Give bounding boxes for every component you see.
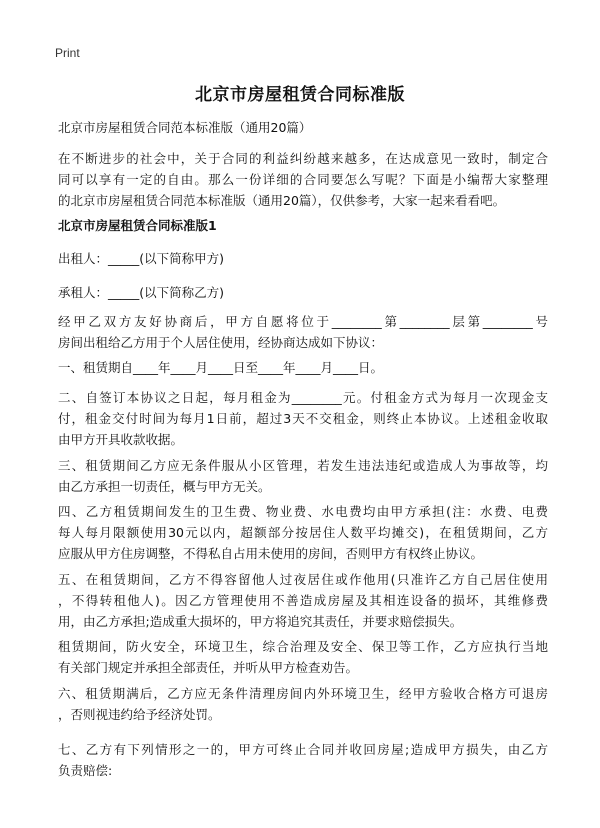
- paragraph-line: 四、乙方租赁期间发生的卫生费、物业费、水电费均由甲方承担(注：水费、电费: [58, 504, 548, 519]
- safety-paragraph: [58, 636, 548, 678]
- paragraph-line: ，否则视违约给予经济处罚。: [58, 707, 221, 722]
- subtitle-line: 北京市房屋租赁合同范本标准版（通用20篇）: [58, 120, 312, 135]
- clause-5: [58, 569, 548, 632]
- paragraph-line: 的北京市房屋租赁合同范本标准版（通用20篇），仅供参考，大家一起来看看吧。: [58, 193, 506, 208]
- paragraph-line: 同可以享有一定的自由。那么一份详细的合同要怎么写呢？下面是小编帮大家整理: [58, 172, 548, 187]
- intro-paragraph: [58, 148, 548, 211]
- clause-7: [58, 739, 548, 781]
- paragraph-line: 三、租赁期间乙方应无条件服从小区管理，若发生违法违纪或造成人为事故等，均: [58, 458, 548, 473]
- paragraph-line: 付，租金交付时间为每月1日前，超过3天不交租金，则终止本协议。上述租金收取: [58, 411, 548, 426]
- paragraph-line: 经甲乙双方友好协商后，甲方自愿将位于________第________层第________号: [58, 314, 548, 329]
- lessee-line: [58, 282, 548, 303]
- lessor-text: 出租人：_____(以下简称甲方): [58, 251, 225, 266]
- print-label[interactable]: Print: [55, 46, 80, 60]
- paragraph-line: 用，由乙方承担;造成重大损坏的，甲方将追究其责任，并要求赔偿损失。: [58, 614, 463, 629]
- paragraph-line: 房间出租给乙方用于个人居住使用，经协商达成如下协议：: [58, 335, 384, 350]
- paragraph-line: 二、自签订本协议之日起，每月租金为________元。付租金方式为每月一次现金支: [58, 390, 548, 405]
- section-heading-text: 北京市房屋租赁合同标准版1: [58, 218, 217, 233]
- paragraph-line: 六、租赁期满后，乙方应无条件清理房间内外环境卫生，经甲方验收合格方可退房: [58, 686, 548, 701]
- paragraph-line: 七、乙方有下列情形之一的，甲方可终止合同并收回房屋;造成甲方损失，由乙方: [58, 742, 548, 757]
- clause-4: [58, 501, 548, 564]
- paragraph-line: 一、租赁期自____年____月____日至____年____月____日。: [58, 360, 384, 375]
- location-paragraph: [58, 311, 548, 353]
- clause-6: [58, 683, 548, 725]
- paragraph-line: 每人每月限额使用30元以内，超额部分按居住人数平均摊交)，在租赁期间，乙方: [58, 525, 548, 540]
- clause-1: [58, 357, 548, 378]
- page-title: 北京市房屋租赁合同标准版: [195, 85, 405, 105]
- paragraph-line: 五、在租赁期间，乙方不得容留他人过夜居住或作他用(只准许乙方自己居住使用: [58, 572, 548, 587]
- paragraph-line: 由甲方开具收款收据。: [58, 432, 184, 447]
- paragraph-line: 在不断进步的社会中，关于合同的利益纠纷越来越多，在达成意见一致时，制定合: [58, 151, 548, 166]
- clause-2: [58, 387, 548, 450]
- lessee-text: 承租人：_____(以下简称乙方): [58, 285, 225, 300]
- clause-3: [58, 455, 548, 497]
- paragraph-line: 负责赔偿:: [58, 763, 113, 778]
- subtitle: [58, 117, 548, 138]
- paragraph-line: 应服从甲方住房调整，不得私自占用未使用的房间，否则甲方有权终止协议。: [58, 546, 484, 561]
- section-heading: [58, 215, 548, 236]
- paragraph-line: 有关部门规定并承担全部责任，并听从甲方检查劝告。: [58, 660, 359, 675]
- lessor-line: [58, 248, 548, 269]
- paragraph-line: ，不得转租他人)。因乙方管理使用不善造成房屋及其相连设备的损坏，其维修费: [58, 593, 548, 608]
- paragraph-line: 由乙方承担一切责任，概与甲方无关。: [58, 479, 271, 494]
- paragraph-line: 租赁期间，防火安全，环境卫生，综合治理及安全、保卫等工作，乙方应执行当地: [58, 639, 548, 654]
